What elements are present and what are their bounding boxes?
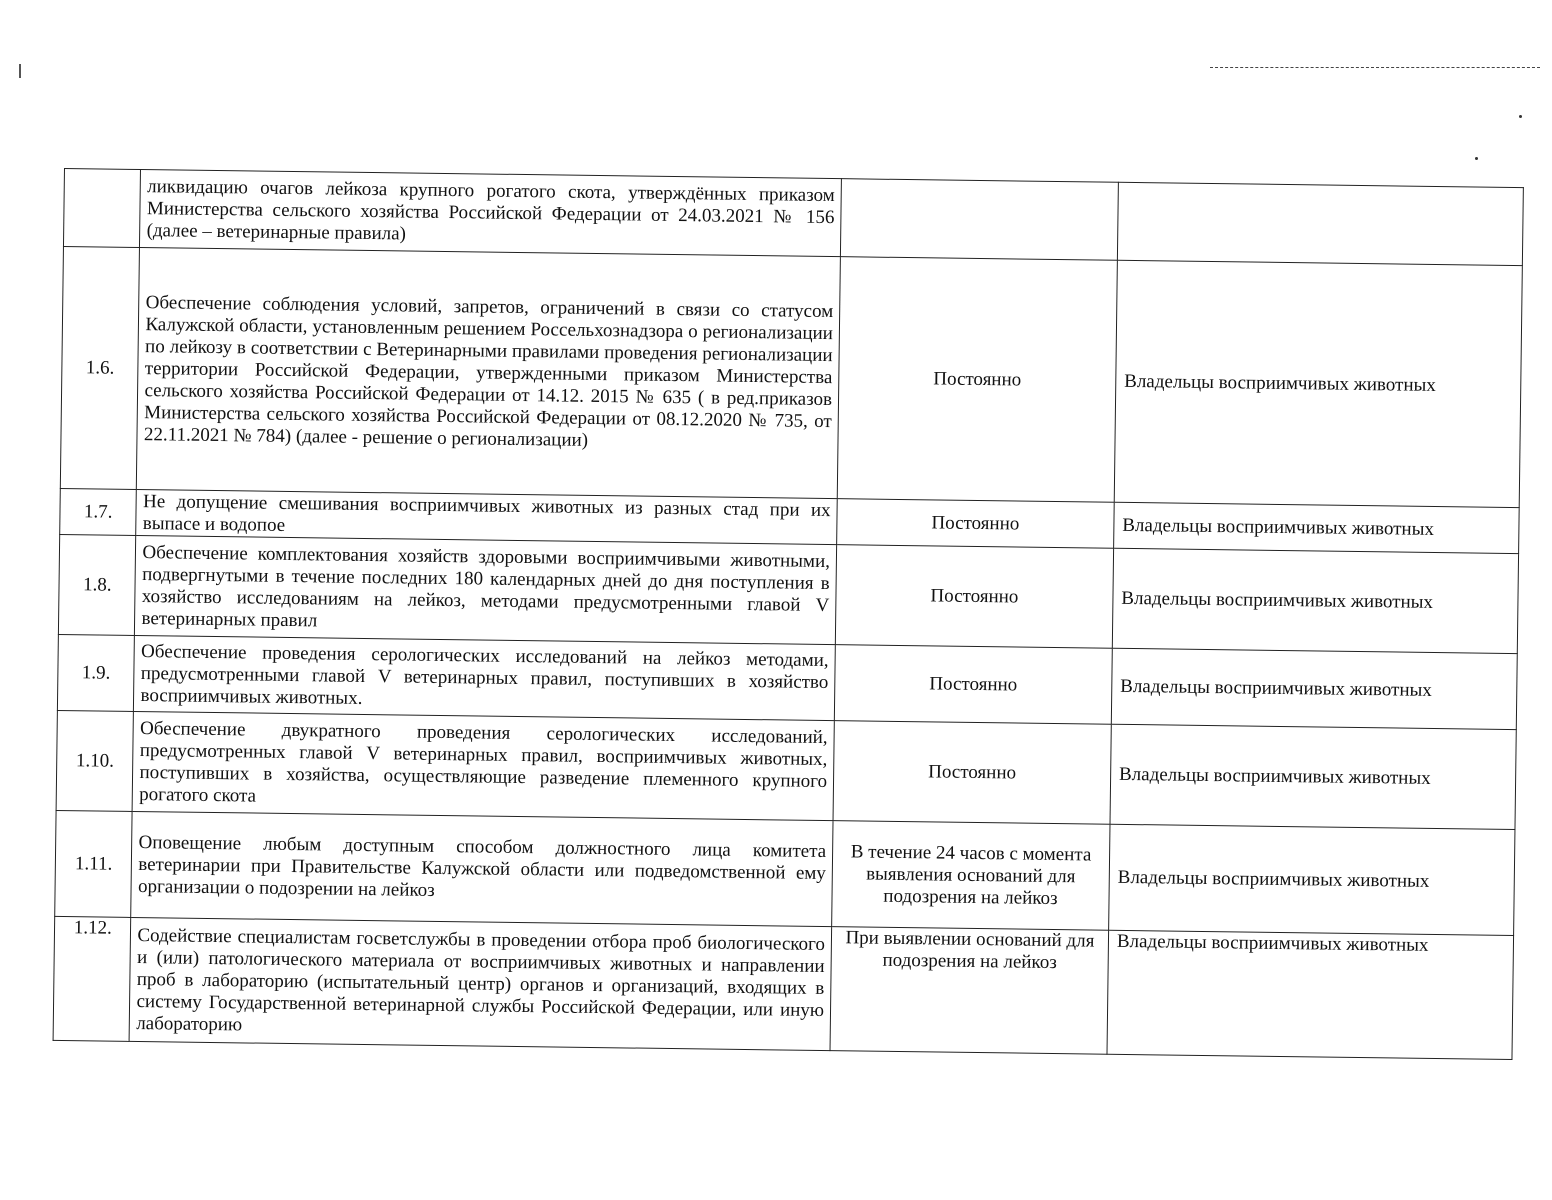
- measure-responsible: Владельцы восприимчивых животных: [1114, 502, 1520, 553]
- measure-term: Постоянно: [835, 545, 1113, 649]
- measure-term: Постоянно: [837, 499, 1114, 549]
- row-number: 1.11.: [55, 810, 133, 917]
- measure-text: Обеспечение соблюдения условий, запретов, ограничений в связи со статусом Калужской области, установленным решением Россельхознадзора о регионализации по лейкозу в соответствии с Ветеринарными правилами проведения регионализации территории Российской Федерации, утвержденными приказом Министерства сельского хозяйства Российской Федерации от 14.12. 2015 № 635 ( в ред.приказов Министерства сельского хозяйства Российской Федерации от 08.12.2020 № 735, от 22.11.2021 № 784) (далее - решение о регионализации): [137, 248, 841, 499]
- row-number: 1.10.: [56, 710, 134, 811]
- table-row: [53, 916, 1513, 1059]
- measure-text: Оповещение любым доступным способом должностного лица комитета ветеринарии при Правительстве Калужской области или подведомственной ему организации о подозрении на лейкоз: [131, 811, 833, 926]
- measure-text: Обеспечение проведения серологических исследований на лейкоз методами, предусмотренными главой V ветеринарных правил, поступивших в хозяйство восприимчивых животных.: [134, 635, 835, 720]
- measure-term: [840, 179, 1118, 261]
- row-number: 1.6.: [60, 246, 140, 489]
- measure-responsible: Владельцы восприимчивых животных: [1110, 724, 1516, 829]
- measure-term: Постоянно: [834, 645, 1112, 725]
- row-number: [63, 169, 140, 248]
- scan-artifact-mark: [19, 64, 21, 78]
- table-row: [60, 246, 1522, 507]
- measure-responsible: Владельцы восприимчивых животных: [1109, 824, 1515, 935]
- row-number: 1.8.: [58, 534, 136, 635]
- measure-term: В течение 24 часов с момента выявления оснований для подозрения на лейкоз: [832, 821, 1110, 931]
- measure-responsible: Владельцы восприимчивых животных: [1111, 648, 1517, 729]
- scan-artifact-dot: [1475, 157, 1478, 160]
- table-row: [58, 534, 1518, 653]
- scan-artifact-dot: [1519, 115, 1522, 118]
- measure-text: Обеспечение двукратного проведения серологических исследований, предусмотренных главой V ветеринарных правил, восприимчивых животных, поступивших в хозяйства, осуществляющие разведение племенного крупного рогатого скота: [133, 711, 835, 820]
- measure-text: ликвидацию очагов лейкоза крупного рогатого скота, утверждённых приказом Министерства сельского хозяйства Российской Федерации от 24.03.2021 № 156 (далее – ветеринарные правила): [140, 170, 842, 257]
- measure-term: При выявлении оснований для подозрения на лейкоз: [830, 927, 1109, 1055]
- row-number: 1.7.: [60, 488, 137, 535]
- measure-responsible: [1117, 182, 1523, 265]
- measure-text: Не допущение смешивания восприимчивых животных из разных стад при их выпасе и водопое: [136, 489, 837, 544]
- scan-artifact-line: [1210, 67, 1540, 69]
- measure-text: Обеспечение комплектования хозяйств здоровыми восприимчивыми животными, подвергнутыми в течение последних 180 календарных дней до дня поступления в хозяйство исследованиям на лейкоз, методами предусмотренными главой V ветеринарных правил: [135, 535, 837, 644]
- measure-responsible: Владельцы восприимчивых животных: [1107, 930, 1514, 1059]
- measure-text: Содействие специалистам госветслужбы в проведении отбора проб биологического и (или) патологического материала от восприимчивых животных и направлении проб в лабораторию (испытательный центр) органов и организаций, входящих в систему Государственной ветеринарной службы Российской Федерации, или иную лабораторию: [130, 917, 832, 1050]
- measure-responsible: Владельцы восприимчивых животных: [1114, 260, 1522, 507]
- measure-term: Постоянно: [837, 257, 1117, 503]
- table-row: [55, 810, 1515, 935]
- table-row: [56, 710, 1516, 829]
- measure-responsible: Владельцы восприимчивых животных: [1112, 548, 1518, 653]
- measures-table: [53, 168, 1524, 1060]
- measure-term: Постоянно: [833, 721, 1111, 825]
- row-number: 1.9.: [57, 634, 134, 711]
- row-number: 1.12.: [53, 916, 131, 1041]
